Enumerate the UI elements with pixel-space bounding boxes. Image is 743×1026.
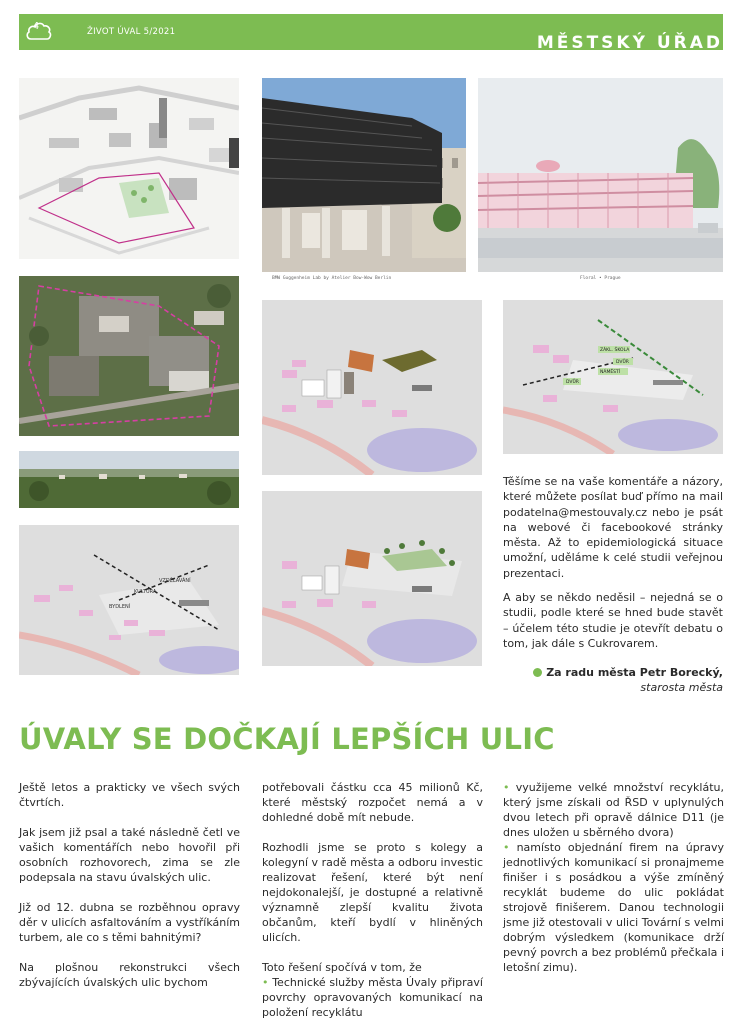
aerial-photo xyxy=(19,276,239,436)
label-dvur: DVŮR xyxy=(616,360,629,365)
bullet-dot-icon xyxy=(533,668,542,677)
article-headline: ÚVALY SE DOČKAJÍ LEPŠÍCH ULIC xyxy=(19,722,555,756)
article-column-1 xyxy=(19,780,240,990)
label-bydleni: BYDLENÍ xyxy=(109,604,131,610)
article-bullet-item: • Technické služby města Úvaly připraví povrchy opravovaných komunikací na položení recyklátu xyxy=(262,976,483,1019)
bullet-icon: • xyxy=(262,976,269,989)
side-paragraph-2: A aby se někdo neděsil – nejedná se o studii, podle které se hned bude stavět – účelem této studie je otevřít debatu o tom, jak dále s Cukrovarem. xyxy=(503,591,723,650)
article-paragraph: Ještě letos a prakticky ve všech svých čtvrtích. xyxy=(19,781,240,809)
section-title: MĚSTSKÝ ÚŘAD xyxy=(536,33,723,53)
signature-role: starosta města xyxy=(640,681,723,694)
article-paragraph: Již od 12. dubna se rozběhnou opravy děr v ulicích asfaltováním a vystříkáním turbem, ale co s těmi bahnitými? xyxy=(19,901,240,944)
model-render-3 xyxy=(503,300,723,454)
guggenheim-lab-photo xyxy=(262,78,466,272)
article-column-2 xyxy=(262,780,483,1020)
model-render-2 xyxy=(262,491,482,666)
article-paragraph: Na plošnou rekonstrukci všech zbývajících úvalských ulic bychom xyxy=(19,961,240,989)
bullet-icon: • xyxy=(503,841,510,854)
label-namesti: NÁMĚSTÍ xyxy=(600,370,621,375)
signature xyxy=(533,665,723,695)
label-dvur-2: DVŮR xyxy=(566,380,579,385)
model-render-1 xyxy=(262,300,482,475)
header-bar xyxy=(19,14,723,53)
article-paragraph: Jak jsem již psal a také následně četl ve vašich komentářích nebo hovořil při osobních rozhovorech, zima se zle podepsala na stavu úvalských ulic. xyxy=(19,826,240,884)
signature-name: Za radu města Petr Borecký, xyxy=(546,666,723,679)
image-caption-2: Floral • Prague xyxy=(580,276,621,281)
panorama-photo xyxy=(19,451,239,508)
label-skola: ZÁKL. ŠKOLA xyxy=(600,348,630,353)
floral-prague-render xyxy=(478,78,723,272)
image-caption-1: BMW Guggenheim Lab by Atelier Bow-Wow Berlin xyxy=(272,276,392,281)
bullet-icon: • xyxy=(503,781,510,794)
article-column-3 xyxy=(503,780,724,975)
label-kultura: KULTURA xyxy=(134,589,157,595)
label-vzdelavani: VZDĚLÁVÁNÍ xyxy=(159,578,191,584)
article-paragraph: Rozhodli jsme se proto s kolegy a kolegyní v radě města a odboru investic realizovat řešení, které být není nejdokonalejší, je dostupné a relativně významně zlepší kvalitu života občanům, kteří bydlí v hliněných ulicích. xyxy=(262,841,483,944)
site-plan-image xyxy=(19,78,239,259)
article-bullet-item: • namísto objednání firem na úpravy jednotlivých komunikací si pronajmeme finišer i s posádkou a výše zmíněný recyklát budeme do ulic pokládat strojově finišerem. Danou technologii jsme již otestovali v ulici Tovární s velmi dobrým výsledkem (komunikace drží pevný povrch a bez problémů přečkala i letošní zimu). xyxy=(503,841,724,974)
article-bullet-item: • využijeme velké množství recyklátu, který jsme získali od ŘSD v uplynulých dvou letech při opravě dálnice D11 (je dnes uložen u sběrného dvora) xyxy=(503,781,724,839)
article-paragraph: potřebovali částku cca 45 milionů Kč, které městský rozpočet nemá a v dohledné době mít nebude. xyxy=(262,781,483,824)
zoning-diagram xyxy=(19,525,239,675)
issue-label: ŽIVOT ÚVAL 5/2021 xyxy=(87,27,176,37)
article-paragraph: Toto řešení spočívá v tom, že xyxy=(262,961,422,974)
page-number: 4 xyxy=(32,21,40,32)
side-paragraph-1: Těšíme se na vaše komentáře a názory, které můžete posílat buď přímo na mail podatelna@mestouvaly.cz nebo je psát na webové či facebookové stránky města. Až to epidemiologická situace umožní, uděláme k celé studii veřejnou prezentaci. xyxy=(503,475,723,580)
